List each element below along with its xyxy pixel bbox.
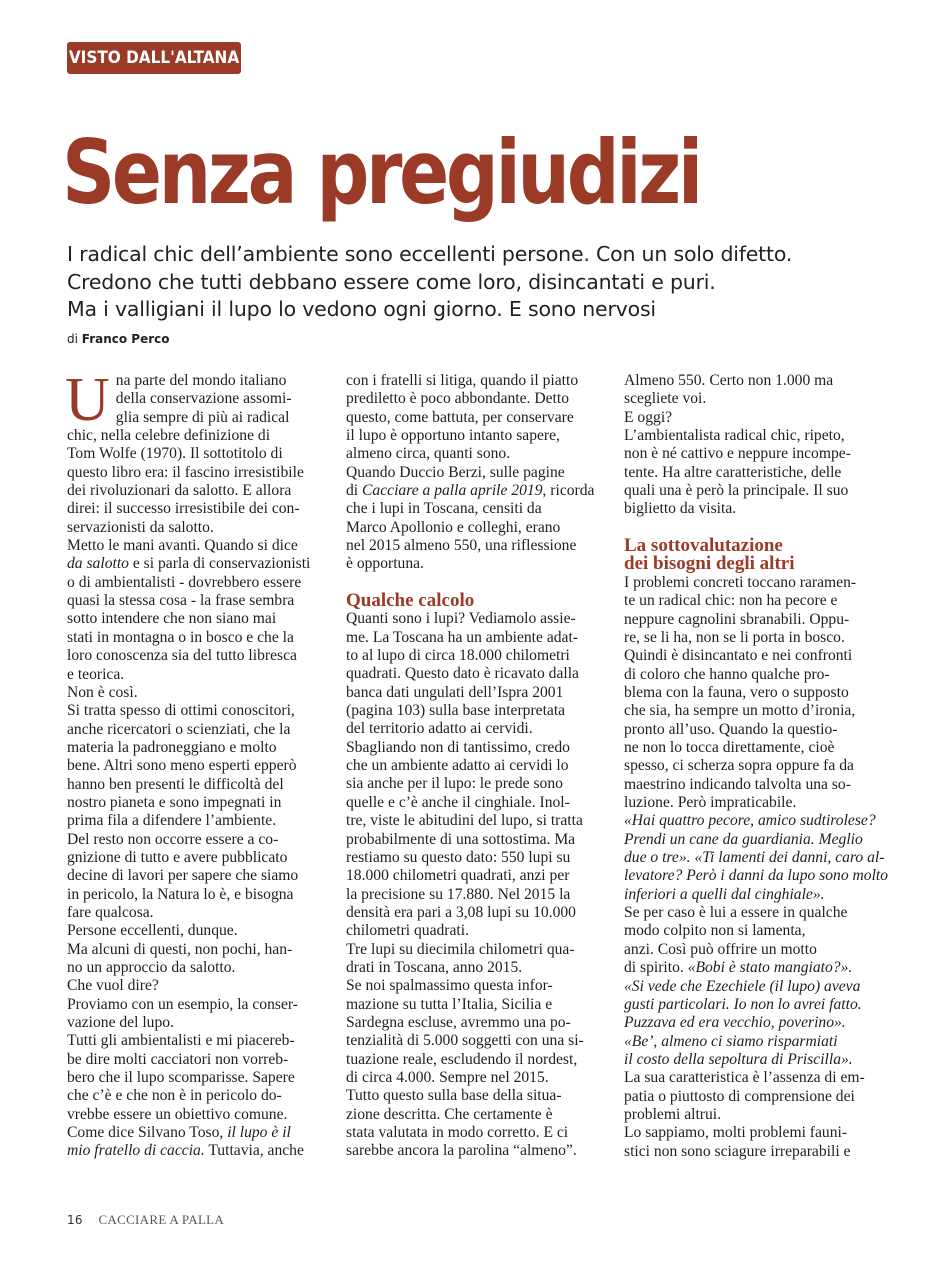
text-line: di circa 4.000. Sempre nel 2015.	[346, 1068, 549, 1086]
subheading: Qualche calcolo	[346, 589, 475, 611]
text-line: maestrino indicando talvolta una so-	[624, 775, 851, 793]
text-line: no un approccio da salotto.	[67, 959, 236, 976]
text-line: Metto le mani avanti. Quando si dice	[67, 537, 298, 555]
text-line: banca dati ungulati dell’Ispra 2001	[346, 683, 564, 701]
text-line: La sua caratteristica è l’assenza di em-	[624, 1069, 865, 1087]
text-line: tente. Ha altre caratteristiche, delle	[624, 463, 842, 481]
text-line: chic, nella celebre definizione di	[67, 427, 271, 445]
text-line: loro conoscenza sia del tutto libresca	[67, 647, 297, 665]
text-line: che un ambiente adatto ai cervidi lo	[346, 757, 569, 775]
text-line: anche ricercatori o scienziati, che la	[67, 720, 291, 738]
text-line: che sia, ha sempre un motto d’ironia,	[624, 702, 856, 720]
text-line: levatore? Però i danni da lupo sono molto	[624, 867, 889, 885]
text-line: quali una è però la principale. Il suo	[624, 482, 849, 500]
text-line: bero che il lupo scomparisse. Sapere	[67, 1069, 295, 1087]
text-line: (pagina 103) sulla base interpretata	[346, 702, 566, 720]
text-fragment: Cacciare a palla aprile 2019	[362, 482, 543, 500]
text-line: Almeno 550. Certo non 1.000 ma	[624, 372, 834, 389]
subheading-line: dei bisogni degli altri	[624, 553, 795, 575]
text-line: E oggi?	[624, 408, 673, 426]
text-line: Sbagliando non di tantissimo, credo	[346, 738, 570, 756]
text-line: scegliete voi.	[624, 390, 707, 408]
text-line: nostro pianeta e sono impegnati in	[67, 793, 282, 811]
text-line: due o tre». «Ti lamenti dei danni, caro al-	[624, 849, 885, 867]
text-line: inferiori a quelli dal cinghiale».	[624, 885, 825, 903]
text-line: Si tratta spesso di ottimi conoscitori,	[67, 702, 295, 720]
deck-line: I radical chic dell’ambiente sono eccellenti persone. Con un solo difetto.	[67, 242, 793, 266]
text-line: almeno circa, quanti sono.	[346, 445, 511, 463]
text-line: Puzzava ed era vecchio, poverino».	[624, 1014, 846, 1032]
text-fragment: di spirito.	[624, 959, 688, 977]
text-fragment: «Bobi è stato mangiato?».	[687, 959, 853, 977]
text-line: nel 2015 almeno 550, una riflessione	[346, 537, 577, 555]
article-headline: Senza pregiudizi	[62, 121, 700, 224]
text-line	[67, 555, 317, 573]
text-line: Marco Apollonio e colleghi, erano	[346, 518, 561, 536]
text-line: gusti particolari. Io non lo avrei fatto.	[624, 995, 862, 1013]
text-line: sotto intendere che non siano mai	[67, 610, 277, 628]
text-line: materia la padroneggiano e molto	[67, 738, 277, 756]
text-line: vrebbe essere un obiettivo comune.	[67, 1105, 288, 1123]
text-line: che i lupi in Toscana, censiti da	[346, 500, 542, 518]
text-line: quelle e c’è anche il cinghiale. Inol-	[346, 793, 570, 811]
text-line: gnizione di tutto e avere pubblicato	[67, 848, 288, 866]
text-line: sia anche per il lupo: le prede sono	[346, 775, 563, 793]
text-line: spesso, ci scherza sopra oppure fa da	[624, 757, 854, 775]
text-line: decine di lavori per sapere che siamo	[67, 867, 299, 885]
text-line: Che vuol dire?	[67, 977, 159, 995]
text-line: o di ambientalisti - dovrebbero essere	[67, 573, 302, 591]
text-line: quadrati. Questo dato è ricavato dalla	[346, 665, 579, 683]
text-line: na parte del mondo italiano	[115, 372, 287, 389]
text-line: biglietto da visita.	[624, 500, 737, 518]
text-line: della conservazione assomi-	[115, 390, 292, 408]
text-line: hanno ben presenti le difficoltà del	[67, 775, 284, 793]
article-column-3	[624, 372, 889, 1161]
text-line: Tutto questo sulla base della situa-	[346, 1087, 562, 1105]
magazine-name: CACCIARE A PALLA	[98, 1212, 225, 1227]
text-fragment: e si parla di conservazionisti	[128, 555, 311, 573]
text-line: drati in Toscana, anno 2015.	[346, 958, 523, 976]
text-line: re, se li ha, non se li porta in bosco.	[624, 628, 845, 646]
text-line: glia sempre di più ai radical	[115, 408, 290, 426]
text-line: del territorio adatto ai cervidi.	[346, 720, 533, 738]
byline-author: Franco Perco	[81, 332, 170, 346]
subheading-line: La sottovalutazione	[624, 534, 783, 556]
text-line: stici non sono sciagure irreparabili e	[624, 1142, 851, 1160]
text-line: sarebbe ancora la parolina “almeno”.	[346, 1142, 577, 1160]
text-fragment: Tuttavia, anche	[204, 1142, 304, 1160]
text-fragment: mio fratello di caccia.	[67, 1142, 205, 1160]
text-line: Quindi è disincantato e nei confronti	[624, 647, 853, 665]
text-line: anzi. Così può offrire un motto	[624, 940, 817, 958]
text-line: luzione. Però impraticabile.	[624, 794, 797, 812]
text-fragment: il lupo è il	[227, 1124, 291, 1142]
text-line: Tre lupi su diecimila chilometri qua-	[346, 940, 575, 958]
text-fragment: Come dice Silvano Toso,	[67, 1124, 228, 1142]
text-line: con i fratelli si litiga, quando il piatto	[346, 372, 579, 389]
text-line: il costo della sepoltura di Priscilla».	[624, 1050, 853, 1068]
article-column-2	[346, 372, 598, 1161]
text-line: tuazione reale, escludendo il nordest,	[346, 1050, 578, 1068]
text-line: be dire molti cacciatori non vorreb-	[67, 1050, 289, 1068]
text-line: Ma alcuni di questi, non pochi, han-	[67, 940, 293, 958]
text-fragment: da salotto	[67, 555, 129, 573]
deck-line: Ma i valligiani il lupo lo vedono ogni giorno. E sono nervosi	[67, 297, 656, 321]
text-line: problemi altrui.	[624, 1105, 722, 1123]
text-line: zione descritta. Che certamente è	[346, 1105, 553, 1123]
text-line: Quando Duccio Berzi, sulle pagine	[346, 463, 565, 481]
article-column-1	[65, 366, 317, 1161]
byline-prefix: di	[67, 332, 78, 346]
text-line	[67, 1124, 317, 1142]
text-line: Quanti sono i lupi? Vediamolo assie-	[346, 610, 576, 628]
text-line: L’ambientalista radical chic, ripeto,	[624, 427, 845, 445]
text-line: direi: il successo irresistibile dei con-	[67, 500, 300, 518]
text-line: che c’è e che non è in pericolo do-	[67, 1087, 282, 1105]
text-line: I problemi concreti toccano raramen-	[624, 573, 857, 591]
text-line: Non è così.	[67, 683, 138, 701]
text-line: ne non lo tocca direttamente, cioè	[624, 739, 835, 757]
page-footer	[67, 1212, 224, 1228]
byline	[67, 332, 170, 346]
text-line: Proviamo con un esempio, la conser-	[67, 995, 298, 1013]
text-line: stati in montagna o in bosco e che la	[67, 628, 294, 646]
text-line: è opportuna.	[346, 555, 424, 573]
text-line: bene. Altri sono meno esperti epperò	[67, 757, 297, 775]
text-line: il lupo è opportuno intanto sapere,	[346, 427, 560, 445]
text-line: densità era pari a 3,08 lupi su 10.000	[346, 903, 576, 921]
text-line: blema con la fauna, vero o supposto	[624, 684, 849, 701]
text-line: to al lupo di circa 18.000 chilometri	[346, 647, 570, 665]
text-line: te un radical chic: non ha pecore e	[624, 592, 838, 610]
text-line: 18.000 chilometri quadrati, anzi per	[346, 867, 570, 885]
text-line: in pericolo, la Natura lo è, e bisogna	[67, 885, 294, 903]
text-line: Del resto non occorre essere a co-	[67, 830, 279, 848]
text-line: Se noi spalmassimo questa infor-	[346, 977, 553, 995]
text-fragment: di	[346, 482, 363, 500]
text-line: «Hai quattro pecore, amico sudtirolese?	[624, 812, 876, 830]
text-line	[624, 959, 878, 977]
text-line: «Be’, almeno ci siamo risparmiati	[624, 1032, 838, 1050]
deck-line: Credono che tutti debbano essere come loro, disincantati e puri.	[67, 269, 716, 294]
text-line: patia o piuttosto di comprensione dei	[624, 1087, 855, 1105]
text-line: chilometri quadrati.	[346, 922, 469, 940]
text-line	[67, 1142, 317, 1160]
text-line: tenzialità di 5.000 soggetti con una si-	[346, 1032, 584, 1050]
text-line: e teorica.	[67, 665, 125, 683]
text-line: Lo sappiamo, molti problemi fauni-	[624, 1124, 848, 1142]
drop-cap: U	[65, 366, 110, 434]
text-line: Sardegna escluse, avremmo una po-	[346, 1013, 571, 1031]
subheading	[624, 534, 878, 575]
text-line: questo libro era: il fascino irresistibile	[67, 463, 304, 481]
text-fragment: , ricorda	[542, 482, 595, 500]
text-line: Tom Wolfe (1970). Il sottotitolo di	[67, 445, 283, 463]
text-line: Tutti gli ambientalisti e mi piacereb-	[67, 1032, 295, 1050]
text-line: me. La Toscana ha un ambiente adat-	[346, 628, 578, 646]
text-line: probabilmente di una sottostima. Ma	[346, 830, 576, 848]
text-line: tre, viste le abitudini del lupo, si tratta	[346, 812, 583, 830]
text-line: questo, come battuta, per conservare	[346, 408, 574, 426]
section-rubric: VISTO DALL'ALTANA	[67, 42, 241, 74]
text-line: vazione del lupo.	[67, 1014, 174, 1032]
text-line: Persone eccellenti, dunque.	[67, 922, 238, 940]
page-number: 16	[67, 1213, 83, 1227]
text-line: Prendi un cane da guardiania. Meglio	[624, 830, 863, 848]
text-line: prediletto è poco abbondante. Detto	[346, 390, 570, 408]
text-line: fare qualcosa.	[67, 903, 154, 921]
text-line: non è né cattivo e neppure incompe-	[624, 445, 851, 463]
text-line: quasi la stessa cosa - la frase sembra	[67, 592, 295, 610]
article-deck	[67, 241, 887, 324]
text-line: la precisione su 17.880. Nel 2015 la	[346, 885, 571, 903]
text-line: prima fila a difendere l’ambiente.	[67, 812, 277, 830]
text-line: modo colpito non si lamenta,	[624, 922, 806, 940]
text-line	[346, 482, 598, 500]
text-line: neppure cagnolini sbranabili. Oppu-	[624, 610, 850, 628]
text-line: di coloro che hanno qualche pro-	[624, 665, 830, 683]
text-line: mazione su tutta l’Italia, Sicilia e	[346, 995, 553, 1013]
text-line: pronto all’uso. Quando la questio-	[624, 720, 838, 738]
text-line: restiamo su questo dato: 550 lupi su	[346, 848, 571, 866]
text-line: stata valutata in modo corretto. E ci	[346, 1124, 569, 1141]
text-line: servazionisti da salotto.	[67, 518, 214, 536]
text-line: dei rivoluzionari da salotto. E allora	[67, 482, 292, 500]
text-line: «Si vede che Ezechiele (il lupo) aveva	[624, 977, 861, 995]
text-line: Se per caso è lui a essere in qualche	[624, 904, 848, 922]
